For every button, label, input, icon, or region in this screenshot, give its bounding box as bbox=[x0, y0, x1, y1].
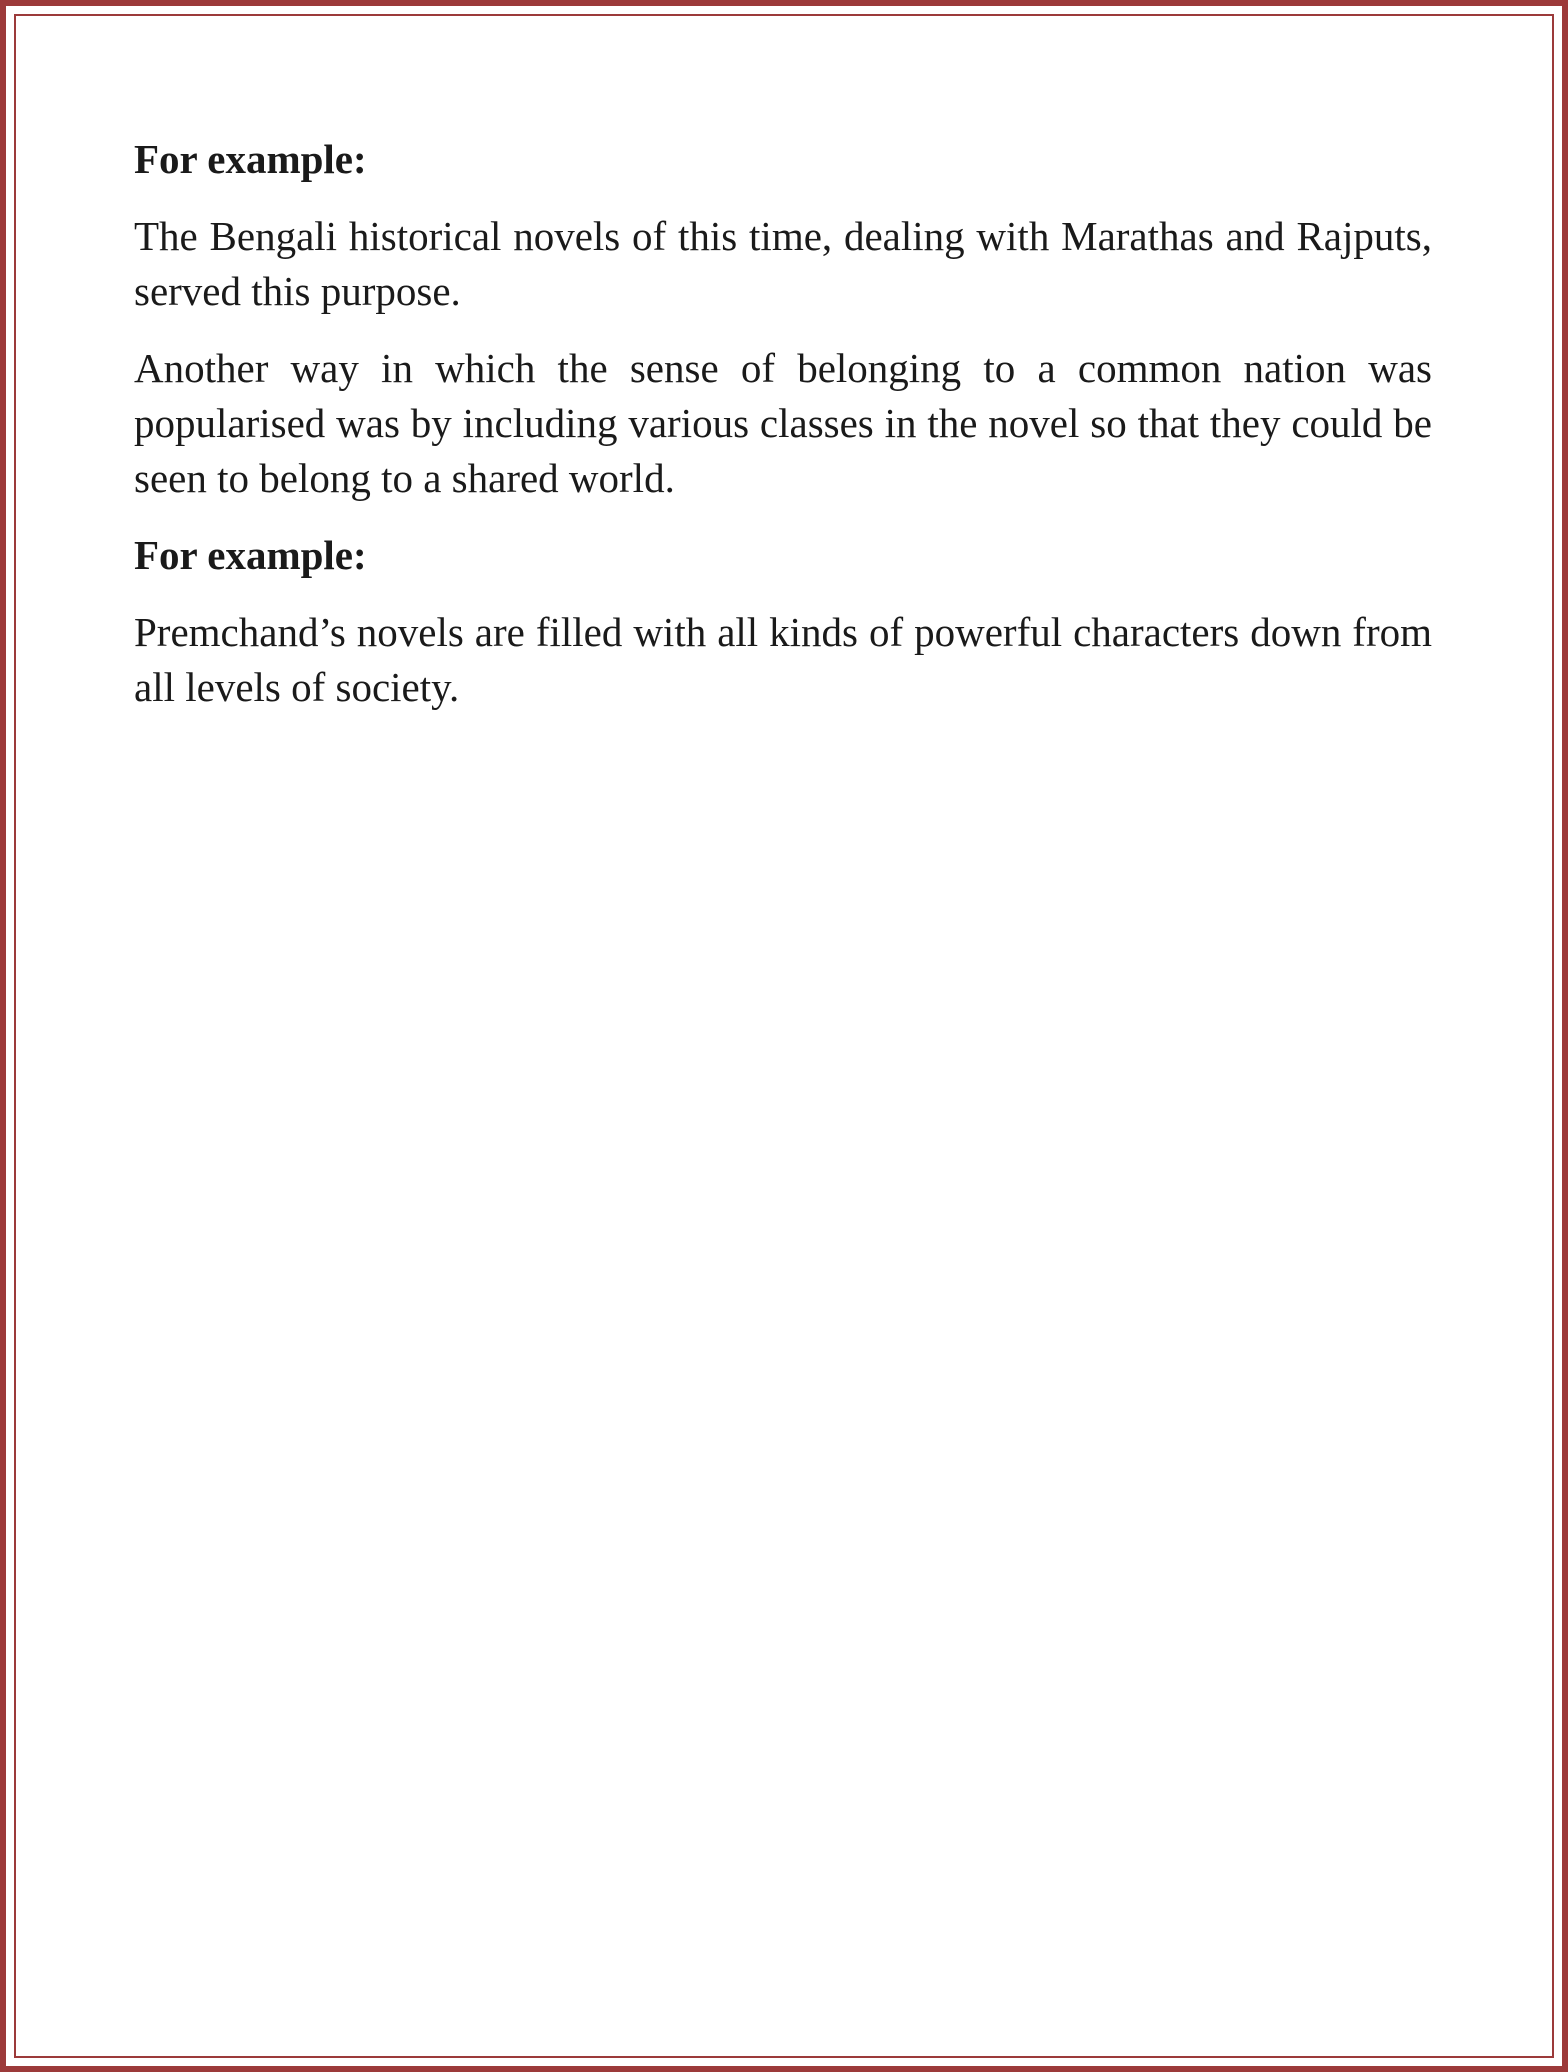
heading-for-example-2: For example: bbox=[134, 532, 367, 578]
paragraph-premchand: Premchand’s novels are filled with all kinds of powerful characters down from all levels of society. bbox=[134, 609, 1432, 710]
paragraph-bengali-novels: The Bengali historical novels of this time, dealing with Marathas and Rajputs, served this purpose. bbox=[134, 213, 1432, 314]
heading-for-example-1: For example: bbox=[134, 136, 367, 182]
paragraph-common-nation: Another way in which the sense of belonging to a common nation was popularised was by including various classes in the novel so that they could be seen to belong to a shared world. bbox=[134, 345, 1432, 501]
page-content bbox=[134, 132, 1432, 737]
